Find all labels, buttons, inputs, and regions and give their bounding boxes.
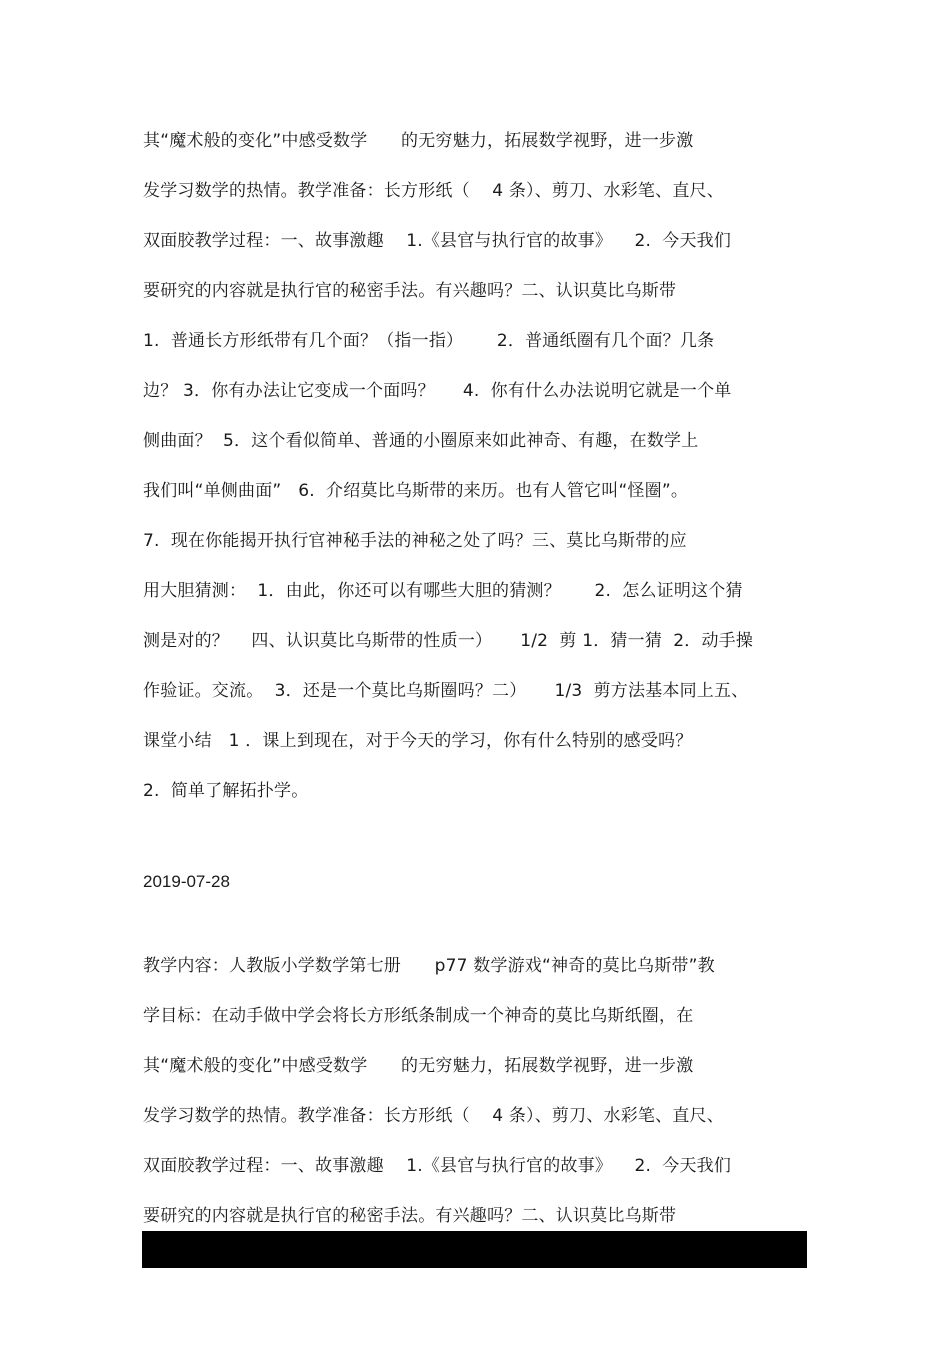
text-line: 其“魔术般的变化”中感受数学 的无穷魅力，拓展数学视野，进一步激	[143, 1056, 694, 1076]
text-line: 作验证。交流。 3．还是一个莫比乌斯圈吗？二） 1/3 剪方法基本同上五、	[143, 681, 749, 701]
text-line: 双面胶教学过程：一、故事激趣 1.《县官与执行官的故事》 2. 今天我们	[143, 1156, 732, 1176]
text-line: 其“魔术般的变化”中感受数学 的无穷魅力，拓展数学视野，进一步激	[143, 131, 694, 151]
text-line: 边？ 3．你有办法让它变成一个面吗？ 4. 你有什么办法说明它就是一个单	[143, 381, 732, 401]
text-line: 发学习数学的热情。教学准备：长方形纸（ 4 条）、剪刀、水彩笔、直尺、	[143, 1106, 724, 1126]
text-line: 要研究的内容就是执行官的秘密手法。有兴趣吗？二、认识莫比乌斯带	[143, 281, 677, 301]
text-line: 7. 现在你能揭开执行官神秘手法的神秘之处了吗？三、莫比乌斯带的应	[143, 531, 687, 551]
text-line: 课堂小结 1 ．课上到现在，对于今天的学习，你有什么特别的感受吗？	[143, 731, 693, 751]
text-line: 用大胆猜测： 1．由此，你还可以有哪些大胆的猜测？ 2. 怎么证明这个猜	[143, 581, 743, 601]
black-redaction-bar	[142, 1231, 807, 1268]
text-line: 2. 简单了解拓扑学。	[143, 781, 309, 801]
text-line: 侧曲面？ 5．这个看似简单、普通的小圈原来如此神奇、有趣，在数学上	[143, 431, 699, 451]
text-line: 1. 普通长方形纸带有几个面？（指一指） 2．普通纸圈有几个面？几条	[143, 331, 715, 351]
text-line: 双面胶教学过程：一、故事激趣 1.《县官与执行官的故事》 2. 今天我们	[143, 231, 732, 251]
text-line: 我们叫“单侧曲面” 6. 介绍莫比乌斯带的来历。也有人管它叫“怪圈”。	[143, 481, 689, 501]
text-line: 发学习数学的热情。教学准备：长方形纸（ 4 条）、剪刀、水彩笔、直尺、	[143, 181, 724, 201]
text-line: 学目标：在动手做中学会将长方形纸条制成一个神奇的莫比乌斯纸圈，在	[143, 1006, 694, 1026]
text-line: 测是对的？ 四、认识莫比乌斯带的性质一） 1/2 剪 1．猜一猜 2．动手操	[143, 631, 754, 651]
document-date: 2019-07-28	[143, 872, 230, 891]
text-line: 要研究的内容就是执行官的秘密手法。有兴趣吗？二、认识莫比乌斯带	[143, 1206, 677, 1226]
text-line: 教学内容：人教版小学数学第七册 p77 数学游戏“神奇的莫比乌斯带”教	[143, 956, 715, 976]
